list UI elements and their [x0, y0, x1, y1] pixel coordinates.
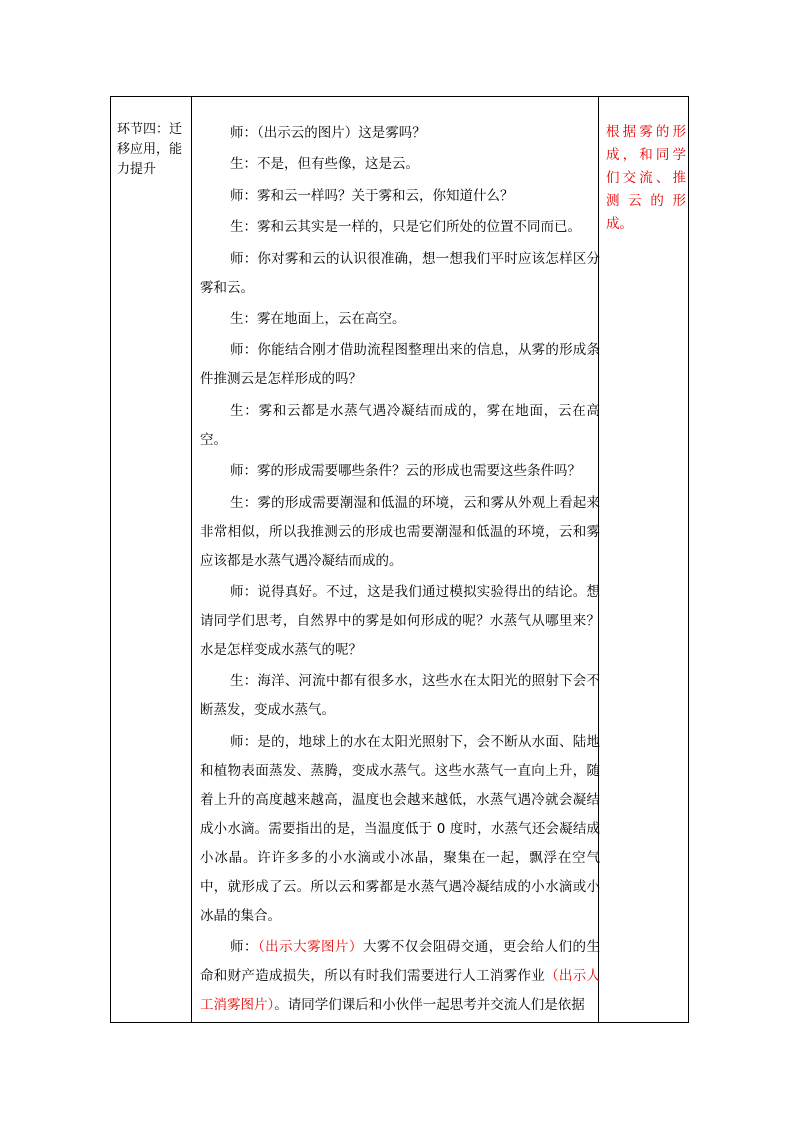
section-label: 环节四：迁移应用，能力提升 [117, 122, 183, 177]
dialogue-paragraph: 师：说得真好。不过，这是我们通过模拟实验得出的结论。想请同学们思考，自然界中的雾是如何形成的呢？水蒸气从哪里来？水是怎样变成水蒸气的呢？ [200, 583, 600, 658]
dialogue-paragraph: 生：海洋、河流中都有很多水，这些水在太阳光的照射下会不断蒸发，变成水蒸气。 [200, 673, 600, 719]
dialogue-paragraph: 师：雾和云一样吗？关于雾和云，你知道什么？ [230, 187, 514, 204]
dialogue-paragraph: 师：雾的形成需要哪些条件？云的形成也需要这些条件吗？ [230, 463, 581, 480]
dialogue-paragraph: 师：是的，地球上的水在太阳光照射下，会不断从水面、陆地和植物表面蒸发、蒸腾，变成水蒸气。这些水蒸气一直向上升，随着上升的高度越来越高，温度也会越来越低，水蒸气遇冷就会凝结成小水滴。需要指出的是，当温度低于 0 度时，水蒸气还会凝结成小冰晶。许许多多的小水滴或小冰晶，聚集在一起，飘浮在空气中，就形成了云。所以云和雾都是水蒸气遇冷凝结成的小水滴或小冰晶的集合。 [200, 733, 600, 924]
dialogue-text: 大雾不仅会阻碍交通，更会给人们的生命和财产造成损失，所以有时我们需要进行人工消雾作业 [200, 939, 601, 985]
dialogue-content [200, 119, 600, 1022]
stage-direction: （出示大雾图片） [257, 939, 363, 956]
dialogue-paragraph: 师：（出示云的图片）这是雾吗？ [230, 125, 426, 141]
stage-direction: （出示人工消雾图片） [200, 968, 601, 1014]
speaker-prefix: 师： [230, 939, 258, 956]
dialogue-paragraph: 师：你能结合刚才借助流程图整理出来的信息，从雾的形成条件推测云是怎样形成的吗？ [200, 342, 600, 388]
dialogue-paragraph: 生：不是，但有些像，这是云。 [230, 156, 419, 173]
design-note: 根据雾的形成，和同学们交流、推测云的形成。 [606, 124, 686, 232]
dialogue-paragraph: 生：雾和云其实是一样的，只是它们所处的位置不同而已。 [230, 219, 581, 236]
dialogue-paragraph: 生：雾在地面上，云在高空。 [230, 310, 406, 327]
dialogue-paragraph: 生：雾的形成需要潮湿和低温的环境，云和雾从外观上看起来非常相似，所以我推测云的形成也需要潮湿和低温的环境，云和雾应该都是水蒸气遇冷凝结而成的。 [200, 494, 600, 569]
lesson-table [110, 96, 689, 1023]
column-divider-1 [191, 97, 192, 1022]
dialogue-paragraph-last [200, 933, 600, 1020]
dialogue-paragraph: 师：你对雾和云的认识很准确，想一想我们平时应该怎样区分雾和云。 [200, 250, 600, 296]
dialogue-paragraph: 生：雾和云都是水蒸气遇冷凝结而成的，雾在地面，云在高空。 [200, 402, 600, 448]
dialogue-text: 。请同学们课后和小伙伴一起思考并交流人们是依据 [274, 997, 585, 1014]
